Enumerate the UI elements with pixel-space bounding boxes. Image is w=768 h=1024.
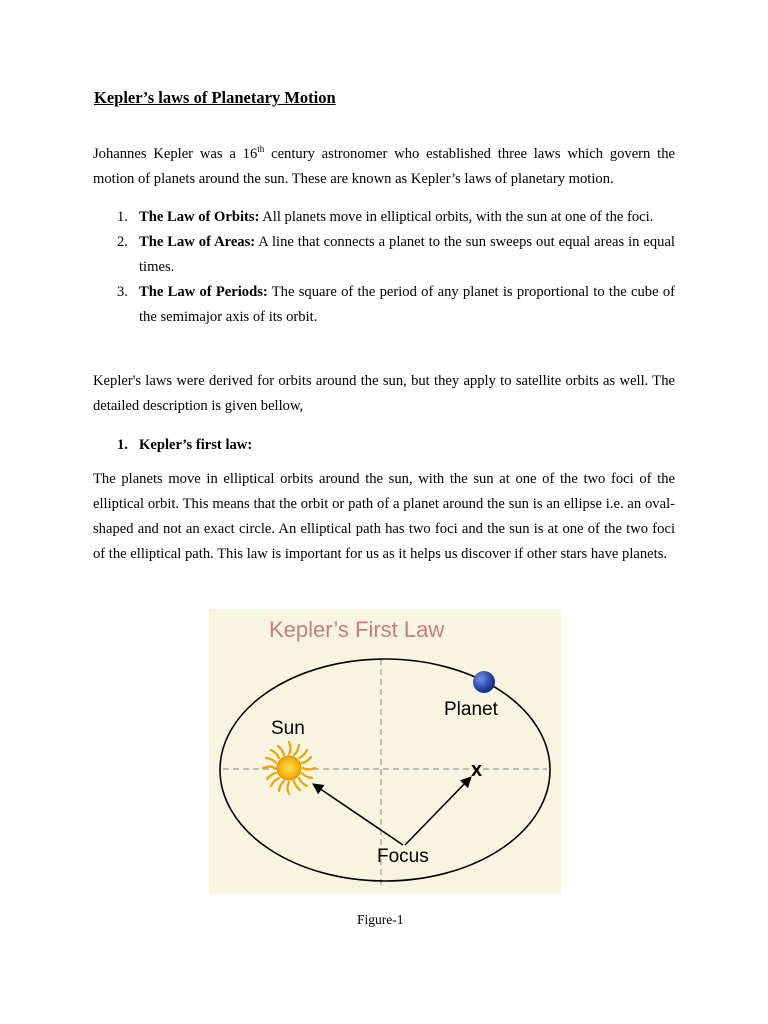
law-number: 2. (117, 234, 128, 250)
derivation-paragraph: Kepler's laws were derived for orbits around the sun, but they apply to satellite orbits as well. The detailed description is given bellow, (93, 373, 675, 414)
intro-superscript: th (257, 144, 265, 154)
law-item-periods (93, 280, 675, 330)
section-title: Kepler’s first law: (139, 437, 253, 453)
focus-x-label: x (471, 759, 483, 781)
law-text: The square of the period of any planet is proportional to the cube of the semimajor axis of its orbit. (139, 284, 675, 325)
figure-title: Kepler’s First Law (269, 617, 445, 642)
intro-text-2: century astronomer who established three laws which govern the motion of planets around the sun. These are known as Kepler’s laws of planetary motion. (93, 146, 675, 187)
figure-illustration (209, 609, 561, 894)
figure-keplers-first-law (209, 609, 561, 894)
section-heading-first-law (117, 433, 252, 458)
law-name: The Law of Areas: (139, 234, 256, 250)
arrow-to-focus (405, 777, 471, 845)
law-name: The Law of Periods: (139, 284, 268, 300)
focus-label: Focus (377, 846, 429, 867)
first-law-paragraph: The planets move in elliptical orbits around the sun, with the sun at one of the two foci of the elliptical orbit. This means that the orbit or path of a planet around the sun is an ellipse i.e. an oval-shaped and not an exact circle. An elliptical path has two foci and the sun is at one of the two foci of the elliptical path. This law is important for us as it helps us discover if other stars have planets. (93, 471, 675, 562)
planet-icon (473, 671, 495, 693)
law-number: 1. (117, 209, 128, 225)
law-text: All planets move in elliptical orbits, with the sun at one of the foci. (259, 209, 654, 225)
laws-list (93, 205, 675, 330)
planet-label: Planet (444, 699, 498, 720)
law-item-areas (93, 230, 675, 280)
sun-label: Sun (271, 718, 305, 739)
sun-icon (263, 742, 315, 794)
section-number: 1. (117, 437, 128, 453)
document-title: Kepler’s laws of Planetary Motion (94, 88, 336, 107)
figure-caption: Figure-1 (357, 912, 404, 927)
law-number: 3. (117, 284, 128, 300)
law-text: A line that connects a planet to the sun sweeps out equal areas in equal times. (139, 234, 675, 275)
intro-text-1: Johannes Kepler was a 16 (93, 146, 258, 162)
arrow-to-sun (313, 784, 403, 845)
law-item-orbits (93, 205, 675, 230)
intro-paragraph (93, 142, 675, 192)
law-name: The Law of Orbits: (139, 209, 260, 225)
